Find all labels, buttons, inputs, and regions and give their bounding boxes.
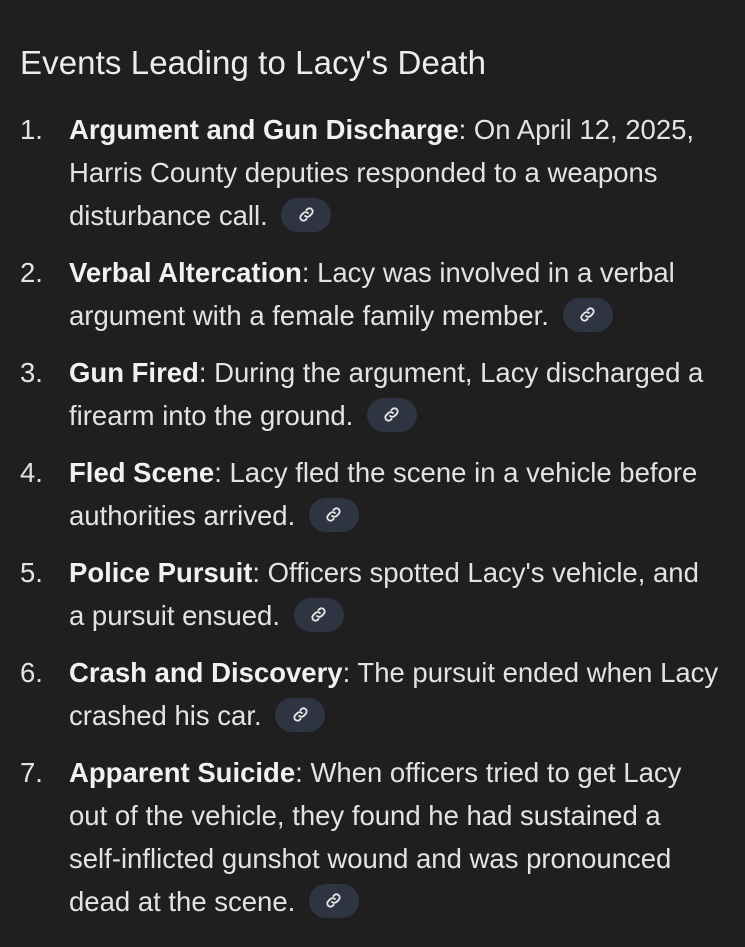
item-separator: : <box>458 114 474 145</box>
item-number: 7. <box>20 757 43 788</box>
item-term: Gun Fired <box>69 357 199 388</box>
item-separator: : <box>295 757 311 788</box>
item-number: 6. <box>20 657 43 688</box>
list-item <box>20 108 725 237</box>
item-text: The pursuit ended when Lacy crashed his car. <box>69 657 719 731</box>
item-term: Verbal Altercation <box>69 257 302 288</box>
section-heading: Events Leading to Lacy's Death <box>20 44 487 81</box>
item-term: Apparent Suicide <box>69 757 296 788</box>
list-item <box>20 651 725 737</box>
item-number: 3. <box>20 357 43 388</box>
item-separator: : <box>214 457 230 488</box>
source-link-button[interactable] <box>281 198 331 232</box>
link-icon <box>292 706 309 723</box>
link-icon <box>310 606 327 623</box>
item-text: Officers spotted Lacy's vehicle, and a pursuit ensued. <box>69 557 699 631</box>
list-item <box>20 451 725 537</box>
link-icon <box>579 306 596 323</box>
item-separator: : <box>252 557 268 588</box>
item-term: Fled Scene <box>69 457 215 488</box>
events-list <box>20 108 725 923</box>
item-number: 1. <box>20 114 43 145</box>
link-icon <box>298 206 315 223</box>
item-text: During the argument, Lacy discharged a firearm into the ground. <box>69 357 704 431</box>
item-term: Argument and Gun Discharge <box>69 114 459 145</box>
source-link-button[interactable] <box>309 884 359 918</box>
link-icon <box>325 892 342 909</box>
item-term: Crash and Discovery <box>69 657 343 688</box>
item-separator: : <box>342 657 358 688</box>
item-number: 4. <box>20 457 43 488</box>
item-separator: : <box>198 357 215 388</box>
item-number: 2. <box>20 257 43 288</box>
item-term: Police Pursuit <box>69 557 253 588</box>
item-separator: : <box>301 257 318 288</box>
list-item <box>20 251 725 337</box>
source-link-button[interactable] <box>309 498 359 532</box>
item-text: When officers tried to get Lacy out of the vehicle, they found he had sustained a self-inflicted gunshot wound and was pronounced dead at the scene. <box>69 757 682 917</box>
item-text: Lacy was involved in a verbal argument with a female family member. <box>69 257 675 331</box>
link-icon <box>325 506 342 523</box>
source-link-button[interactable] <box>563 298 613 332</box>
list-item <box>20 751 725 923</box>
source-link-button[interactable] <box>275 698 325 732</box>
item-text: On April 12, 2025, Harris County deputies responded to a weapons disturbance call. <box>69 114 695 231</box>
link-icon <box>383 406 400 423</box>
list-item <box>20 351 725 437</box>
source-link-button[interactable] <box>367 398 417 432</box>
item-text: Lacy fled the scene in a vehicle before authorities arrived. <box>69 457 698 531</box>
item-number: 5. <box>20 557 43 588</box>
source-link-button[interactable] <box>294 598 344 632</box>
list-item <box>20 551 725 637</box>
